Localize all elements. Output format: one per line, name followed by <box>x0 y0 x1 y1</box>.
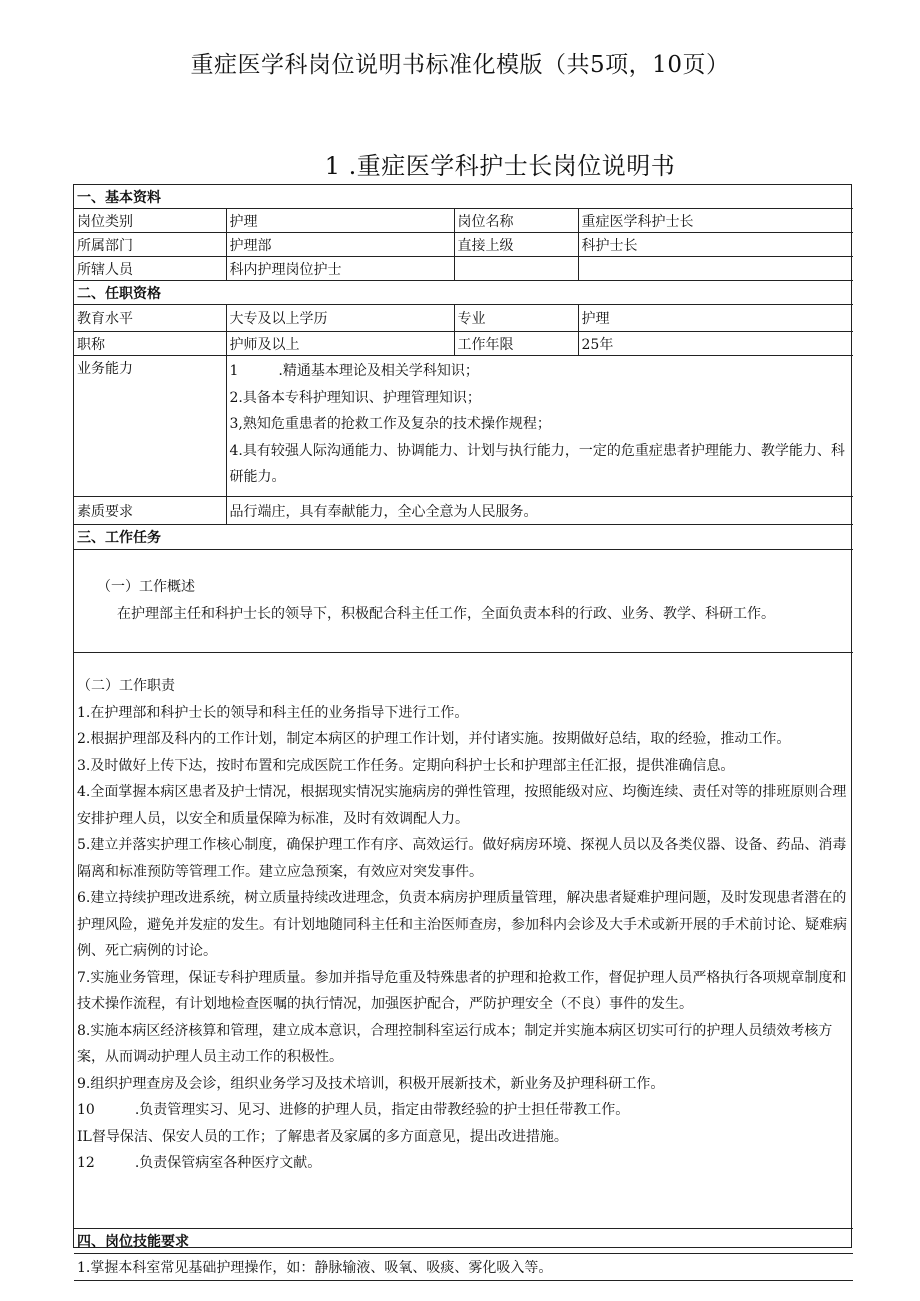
table-cell: 护理 <box>226 209 454 233</box>
duties-row <box>74 653 853 1229</box>
table-row <box>74 233 853 257</box>
duty-number: 12 <box>77 1155 95 1171</box>
list-item: IL督导保洁、保安人员的工作；了解患者及家属的多方面意见，提出改进措施。 <box>77 1128 568 1145</box>
basic-heading: 一、基本资料 <box>74 185 853 209</box>
overview-text: 在护理部主任和科护士长的领导下，积极配合科主任工作，全面负责本科的行政、业务、教学、科研工作。 <box>117 605 775 622</box>
table-cell: 专业 <box>454 305 578 332</box>
list-item <box>230 358 851 385</box>
ability-label: 业务能力 <box>74 356 226 497</box>
tasks-heading: 三、工作任务 <box>74 525 853 550</box>
list-item: 5.建立并落实护理工作核心制度，确保护理工作有序、高效运行。做好病房环境、探视人员以及各类仪器、设备、药品、消毒隔离和标准预防等管理工作。建立应急预案，有效应对突发事件。 <box>77 837 847 880</box>
ability-list <box>226 356 853 497</box>
table-cell: 工作年限 <box>454 332 578 356</box>
section-title: 1 .重症医学科护士长岗位说明书 <box>324 152 676 180</box>
table-row <box>74 257 853 281</box>
table-cell: 重症医学科护士长 <box>578 209 853 233</box>
duty-text: .负责保管病室各种医疗文献。 <box>134 1155 322 1171</box>
qualification-heading: 二、任职资格 <box>74 281 853 305</box>
table-cell: 科内护理岗位护士 <box>226 257 454 281</box>
duty-number: 10 <box>77 1102 95 1118</box>
overview-row <box>74 550 853 653</box>
ability-item-number: 1 <box>229 363 239 379</box>
table-cell: 直接上级 <box>454 233 578 257</box>
list-item <box>77 1150 850 1177</box>
list-item: 2.根据护理部及科内的工作计划，制定本病区的护理工作计划，并付诸实施。按期做好总结，取的经验，推动工作。 <box>77 731 791 747</box>
table-cell: 所属部门 <box>74 233 226 257</box>
table-cell: 所辖人员 <box>74 257 226 281</box>
list-item: 8.实施本病区经济核算和管理，建立成本意识，合理控制科室运行成本；制定并实施本病区切实可行的护理人员绩效考核方案，从而调动护理人员主动工作的积极性。 <box>77 1022 833 1065</box>
basic-heading-row <box>74 185 853 209</box>
qualification-heading-row <box>74 281 853 305</box>
table-row <box>74 305 853 332</box>
quality-row <box>74 497 853 525</box>
skills-item: 1.掌握本科室常见基础护理操作，如：静脉输液、吸氧、吸痰、雾化吸入等。 <box>74 1254 853 1281</box>
table-cell <box>454 257 578 281</box>
list-item: 6.建立持续护理改进系统，树立质量持续改进理念，负责本病房护理质量管理，解决患者疑难护理问题，及时发现患者潜在的护理风险，避免并发症的发生。有计划地随同科主任和主治医师查房，参加科内会诊及大手术或新开展的手术前讨论、疑难病例、死亡病例的讨论。 <box>77 890 847 959</box>
table-cell: 岗位名称 <box>454 209 578 233</box>
ability-item-text: .精通基本理论及相关学科知识； <box>278 363 479 379</box>
table-cell: 护师及以上 <box>226 332 454 356</box>
list-item: 4.具有较强人际沟通能力、协调能力、计划与执行能力，一定的危重症患者护理能力、教学能力、科研能力。 <box>229 442 845 485</box>
overview-block <box>74 550 853 653</box>
list-item: 2.具备本专科护理知识、护理管理知识； <box>229 389 481 406</box>
duties-block <box>74 653 853 1229</box>
table-cell: 教育水平 <box>74 305 226 332</box>
list-item <box>77 1097 850 1124</box>
quality-value: 品行端庄，具有奉献能力，全心全意为人民服务。 <box>226 497 853 525</box>
skills-heading: 四、岗位技能要求 <box>74 1229 853 1254</box>
list-item: 9.组织护理查房及会诊，组织业务学习及技术培训，积极开展新技术，新业务及护理科研工作。 <box>77 1075 665 1092</box>
table-cell: 岗位类别 <box>74 209 226 233</box>
tasks-heading-row <box>74 525 853 550</box>
document-title: 重症医学科岗位说明书标准化模版（共5项，10页） <box>190 52 730 78</box>
duty-text: .负责管理实习、见习、进修的护理人员，指定由带教经验的护士担任带教工作。 <box>134 1102 630 1118</box>
quality-label: 素质要求 <box>74 497 226 525</box>
list-item: 1.在护理部和科护士长的领导和科主任的业务指导下进行工作。 <box>77 704 469 721</box>
list-item: 4.全面掌握本病区患者及护士情况，根据现实情况实施病房的弹性管理，按照能级对应、均衡连续、责任对等的排班原则合理安排护理人员，以安全和质量保障为标准，及时有效调配人力。 <box>77 784 847 827</box>
list-item: 3,熟知危重患者的抢救工作及复杂的技术操作规程； <box>229 416 551 432</box>
list-item: 3.及时做好上传下达，按时布置和完成医院工作任务。定期向科护士长和护理部主任汇报，提供准确信息。 <box>77 757 735 774</box>
table-cell: 护理部 <box>226 233 454 257</box>
table-cell: 护理 <box>578 305 853 332</box>
duties-title: （二）工作职责 <box>77 678 175 694</box>
table-row <box>74 209 853 233</box>
table-cell <box>578 257 853 281</box>
skills-row <box>74 1254 853 1281</box>
table-cell: 25年 <box>578 332 853 356</box>
ability-row <box>74 356 853 497</box>
table-cell: 大专及以上学历 <box>226 305 454 332</box>
skills-heading-row <box>74 1229 853 1254</box>
table-row <box>74 332 853 356</box>
job-description-table <box>73 184 852 1276</box>
overview-title: （一）工作概述 <box>97 579 195 595</box>
list-item: 7.实施业务管理，保证专科护理质量。参加并指导危重及特殊患者的护理和抢救工作，督促护理人员严格执行各项规章制度和技术操作流程，有计划地检查医嘱的执行情况，加强医护配合，严防护理安全（不良）事件的发生。 <box>77 969 847 1012</box>
table-cell: 职称 <box>74 332 226 356</box>
table-cell: 科护士长 <box>578 233 853 257</box>
